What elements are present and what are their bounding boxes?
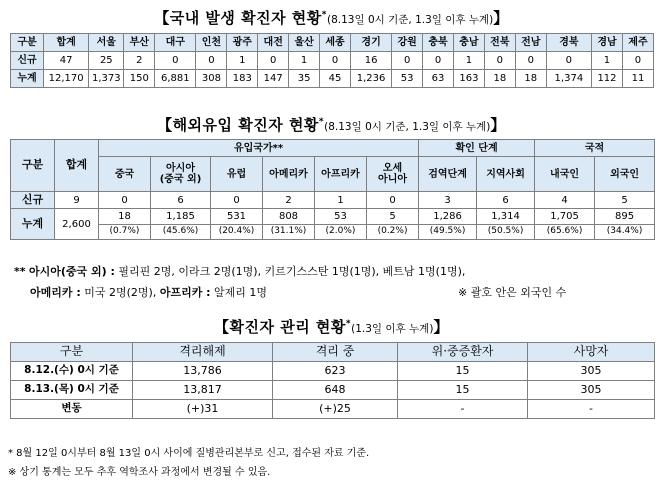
overseas-new-cell: 2 <box>263 192 315 209</box>
management-header-row <box>11 343 655 362</box>
domestic-cell: 0 <box>515 52 546 70</box>
overseas-subheader-cell: 오세 아니아 <box>367 157 419 192</box>
domestic-cell: 0 <box>258 52 289 70</box>
overseas-header-country: 유입국가** <box>99 140 419 157</box>
domestic-cell: 1 <box>289 52 320 70</box>
overseas-title <box>0 114 663 135</box>
overseas-cumulative-cell: 5 <box>367 209 419 225</box>
overseas-title-note: (8.13일 0시 기준, 1.3일 이후 누계) <box>324 121 491 133</box>
domestic-title-note: (8.13일 0시 기준, 1.3일 이후 누계) <box>327 14 494 26</box>
domestic-header-cell: 광주 <box>227 34 258 52</box>
domestic-cell: 147 <box>258 70 289 88</box>
domestic-cell: 0 <box>423 52 454 70</box>
domestic-title-star: * <box>321 10 327 20</box>
domestic-header-cell: 경북 <box>546 34 591 52</box>
footnote-2: ※ 상기 통계는 모두 추후 역학조사 과정에서 변경될 수 있음. <box>8 467 271 478</box>
domestic-table <box>10 33 654 88</box>
domestic-title-close: 】 <box>493 9 509 27</box>
management-cell: 13,786 <box>133 362 273 381</box>
overseas-title-close: 】 <box>490 116 506 134</box>
management-title-close: 】 <box>433 318 449 336</box>
overseas-cumulative-label: 누계 <box>11 209 55 240</box>
management-cell: 15 <box>398 362 528 381</box>
domestic-header-cell: 서울 <box>89 34 124 52</box>
management-table <box>10 342 655 419</box>
overseas-new-cell: 0 <box>367 192 419 209</box>
domestic-cell: 35 <box>289 70 320 88</box>
management-title <box>0 316 663 337</box>
management-header-cell: 구분 <box>11 343 133 362</box>
overseas-percent-cell: (0.7%) <box>99 225 151 240</box>
overseas-percent-cell: (31.1%) <box>263 225 315 240</box>
domestic-cell: 0 <box>484 52 515 70</box>
overseas-header-gubun: 구분 <box>11 140 55 192</box>
overseas-cumulative-cell: 808 <box>263 209 315 225</box>
domestic-cell: 25 <box>89 52 124 70</box>
domestic-header-cell: 인천 <box>196 34 227 52</box>
management-cell: 13,817 <box>133 381 273 400</box>
overseas-footnote-africa-text: 알제리 1명 <box>214 286 268 299</box>
domestic-header-row <box>11 34 654 52</box>
domestic-cell: 1 <box>592 52 623 70</box>
management-cell: 8.12.(수) 0시 기준 <box>11 362 133 381</box>
overseas-new-cell: 6 <box>151 192 211 209</box>
domestic-header-cell: 경기 <box>350 34 391 52</box>
overseas-percent-cell: (65.6%) <box>535 225 595 240</box>
domestic-cell: 0 <box>622 52 653 70</box>
domestic-cell: 1,374 <box>546 70 591 88</box>
management-cell: 8.13.(목) 0시 기준 <box>11 381 133 400</box>
domestic-cell: 6,881 <box>155 70 196 88</box>
overseas-footnote-mark: ** <box>14 265 26 278</box>
management-title-star: * <box>345 319 352 329</box>
domestic-cell: 1,373 <box>89 70 124 88</box>
domestic-cell: 16 <box>350 52 391 70</box>
overseas-cumulative-cell: 1,705 <box>535 209 595 225</box>
management-cell: (+)25 <box>273 400 398 419</box>
domestic-header-cell: 충남 <box>453 34 484 52</box>
overseas-percent-cell: (34.4%) <box>595 225 655 240</box>
domestic-cell: 63 <box>423 70 454 88</box>
domestic-cell: 45 <box>320 70 351 88</box>
management-cell: - <box>528 400 655 419</box>
overseas-cumulative-cell: 1,286 <box>419 209 477 225</box>
overseas-header-total: 합계 <box>55 140 99 192</box>
overseas-subheader-cell: 내국인 <box>535 157 595 192</box>
domestic-row <box>11 70 654 88</box>
management-header-cell: 격리해제 <box>133 343 273 362</box>
domestic-title-text: 【국내 발생 확진자 현황 <box>154 9 322 27</box>
domestic-cell: 신규 <box>11 52 44 70</box>
overseas-percent-cell: (2.0%) <box>315 225 367 240</box>
overseas-footnote-america-label: 아메리카 : <box>30 286 81 299</box>
domestic-cell: 308 <box>196 70 227 88</box>
domestic-header-cell: 대전 <box>258 34 289 52</box>
management-cell: - <box>398 400 528 419</box>
management-cell: 305 <box>528 381 655 400</box>
overseas-cumulative-cell: 1,314 <box>477 209 535 225</box>
domestic-cell: 183 <box>227 70 258 88</box>
overseas-new-cell: 0 <box>99 192 151 209</box>
management-cell: 305 <box>528 362 655 381</box>
domestic-header-cell: 제주 <box>622 34 653 52</box>
overseas-footnote-asia-text: 필리핀 2명, 이라크 2명(1명), 키르기스스탄 1명(1명), 베트남 1명(1명), <box>118 265 466 278</box>
overseas-table <box>10 139 655 240</box>
overseas-subheader-cell: 외국인 <box>595 157 655 192</box>
overseas-cumulative-cell: 18 <box>99 209 151 225</box>
management-cell: 623 <box>273 362 398 381</box>
domestic-header-cell: 부산 <box>124 34 155 52</box>
domestic-cell: 0 <box>320 52 351 70</box>
domestic-cell: 112 <box>592 70 623 88</box>
domestic-cell: 0 <box>155 52 196 70</box>
overseas-cumulative-row <box>11 209 655 225</box>
management-title-text: 【확진자 관리 현황 <box>214 318 346 336</box>
overseas-subheader-cell: 아시아 (중국 외) <box>151 157 211 192</box>
overseas-footnote-paren: ※ 괄호 안은 외국인 수 <box>458 286 567 299</box>
domestic-cell: 18 <box>484 70 515 88</box>
management-header-cell: 사망자 <box>528 343 655 362</box>
domestic-cell: 1 <box>227 52 258 70</box>
footnote-1: * 8월 12일 0시부터 8월 13일 0시 사이에 질병관리본부로 신고, 접수된 자료 기준. <box>8 448 370 459</box>
management-cell: 648 <box>273 381 398 400</box>
domestic-cell: 0 <box>392 52 423 70</box>
domestic-cell: 18 <box>515 70 546 88</box>
domestic-header-cell: 전북 <box>484 34 515 52</box>
management-row <box>11 381 655 400</box>
overseas-cumulative-cell: 531 <box>211 209 263 225</box>
management-row <box>11 400 655 419</box>
domestic-header-cell: 강원 <box>392 34 423 52</box>
domestic-cell: 53 <box>392 70 423 88</box>
domestic-header-cell: 구분 <box>11 34 44 52</box>
domestic-row <box>11 52 654 70</box>
management-row <box>11 362 655 381</box>
management-header-cell: 위·중증환자 <box>398 343 528 362</box>
overseas-new-row <box>11 192 655 209</box>
management-header-cell: 격리 중 <box>273 343 398 362</box>
domestic-cell: 150 <box>124 70 155 88</box>
domestic-cell: 11 <box>622 70 653 88</box>
management-cell: 변동 <box>11 400 133 419</box>
overseas-title-star: * <box>318 117 325 127</box>
domestic-header-cell: 세종 <box>320 34 351 52</box>
domestic-cell: 163 <box>453 70 484 88</box>
overseas-percent-cell: (50.5%) <box>477 225 535 240</box>
domestic-cell: 0 <box>196 52 227 70</box>
domestic-cell: 1 <box>453 52 484 70</box>
overseas-subheader-cell: 아메리카 <box>263 157 315 192</box>
domestic-cell: 누계 <box>11 70 44 88</box>
domestic-cell: 2 <box>124 52 155 70</box>
overseas-subheader-cell: 유럽 <box>211 157 263 192</box>
overseas-cumulative-cell: 53 <box>315 209 367 225</box>
domestic-header-cell: 울산 <box>289 34 320 52</box>
overseas-subheader-cell: 지역사회 <box>477 157 535 192</box>
domestic-cell: 47 <box>43 52 88 70</box>
domestic-title <box>0 7 663 28</box>
management-cell: (+)31 <box>133 400 273 419</box>
domestic-header-cell: 대구 <box>155 34 196 52</box>
overseas-subheader-cell: 아프리카 <box>315 157 367 192</box>
overseas-footnote-africa-label: 아프리카 : <box>159 286 211 299</box>
overseas-percent-cell: (49.5%) <box>419 225 477 240</box>
overseas-header-nation: 국적 <box>535 140 655 157</box>
overseas-cumulative-cell: 1,185 <box>151 209 211 225</box>
overseas-percent-row <box>11 225 655 240</box>
overseas-footnote-america-text: 미국 2명(2명), <box>84 286 157 299</box>
overseas-new-cell: 1 <box>315 192 367 209</box>
domestic-cell: 1,236 <box>350 70 391 88</box>
overseas-new-cell: 4 <box>535 192 595 209</box>
domestic-cell: 12,170 <box>43 70 88 88</box>
overseas-cumulative-total: 2,600 <box>55 209 99 240</box>
overseas-new-label: 신규 <box>11 192 55 209</box>
overseas-footnote-asia-label: 아시아(중국 외) : <box>29 265 115 278</box>
domestic-header-cell: 전남 <box>515 34 546 52</box>
overseas-percent-cell: (20.4%) <box>211 225 263 240</box>
domestic-header-cell: 합계 <box>43 34 88 52</box>
overseas-new-total: 9 <box>55 192 99 209</box>
overseas-new-cell: 3 <box>419 192 477 209</box>
overseas-header-check: 확인 단계 <box>419 140 535 157</box>
overseas-subheader-cell: 검역단계 <box>419 157 477 192</box>
overseas-cumulative-cell: 895 <box>595 209 655 225</box>
domestic-header-cell: 충북 <box>423 34 454 52</box>
overseas-percent-cell: (45.6%) <box>151 225 211 240</box>
domestic-header-cell: 경남 <box>592 34 623 52</box>
overseas-subheader-cell: 중국 <box>99 157 151 192</box>
management-title-note: (1.3일 이후 누계) <box>351 323 434 335</box>
management-cell: 15 <box>398 381 528 400</box>
domestic-cell: 0 <box>546 52 591 70</box>
overseas-percent-cell: (0.2%) <box>367 225 419 240</box>
overseas-new-cell: 5 <box>595 192 655 209</box>
overseas-footnote-line2 <box>30 284 267 300</box>
overseas-footnote-line1 <box>14 263 465 279</box>
overseas-title-text: 【해외유입 확진자 현황 <box>157 116 319 134</box>
overseas-new-cell: 6 <box>477 192 535 209</box>
overseas-new-cell: 0 <box>211 192 263 209</box>
